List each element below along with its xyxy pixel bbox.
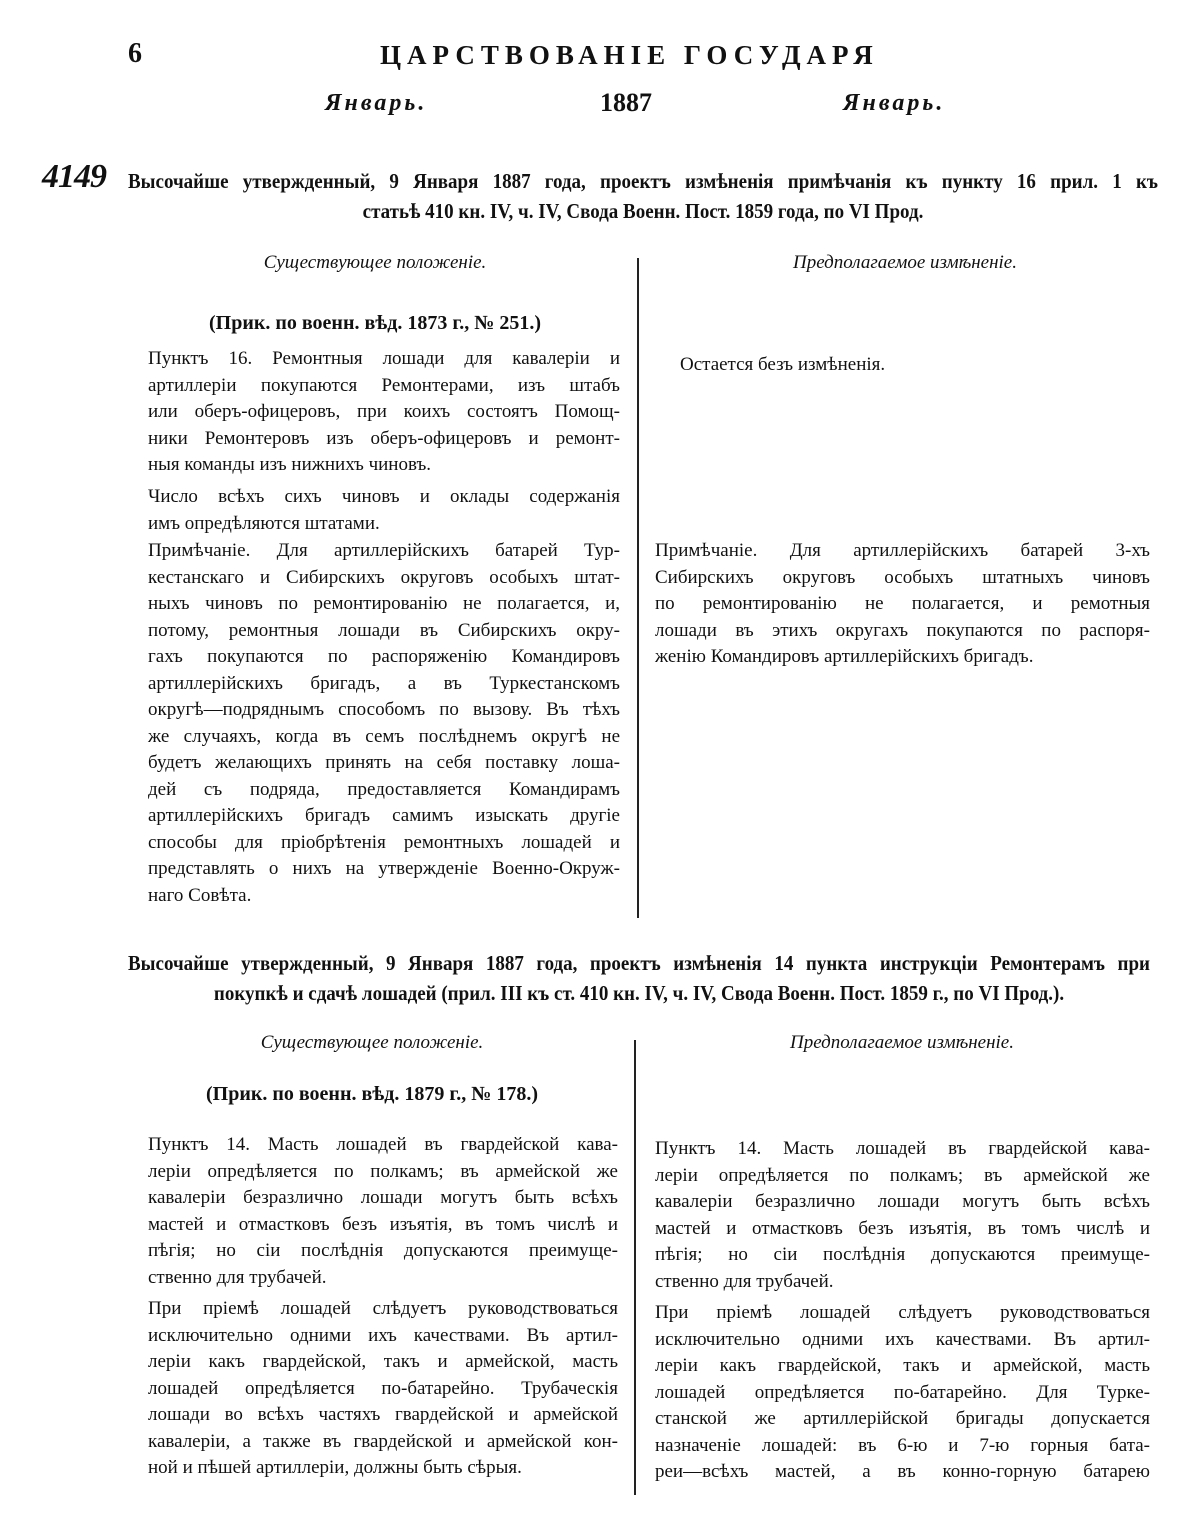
text-line: кестанскаго и Сибирскихъ округовъ особыхъ штат- (148, 566, 620, 588)
section1-left-heading: Существующее положеніе. (263, 252, 487, 273)
text-line: по ремонтированію не полагается, и ремотныя (655, 593, 1150, 614)
text-line: леріи какъ гвардейской, такъ и армейской, масть (148, 1351, 618, 1372)
text-line: гахъ покупаются по распоряженію Командировъ (148, 646, 620, 667)
section2-title-line: покупкѣ и сдачѣ лошадей (прил. III къ ст. 410 кн. IV, ч. IV, Свода Военн. Пост. 1859 г., по VI Прод.). (213, 982, 1065, 1006)
text-line: лошади въ этихъ округахъ покупаются по распоря- (655, 619, 1150, 641)
section2-left-para (148, 1132, 618, 1291)
text-line: потому, ремонтныя лошади въ Сибирскихъ окру- (148, 619, 620, 641)
text-line: представлять о нихъ на утвержденіе Военно-Окруж- (148, 858, 620, 879)
section1-left-para (148, 346, 620, 479)
text-line: дей съ подряда, предоставляется Командирамъ (148, 778, 620, 800)
text-line: ственно для трубачей. (148, 1266, 327, 1288)
text-line: назначеніе лошадей: въ 6-ю и 7-ю горныя бата- (655, 1434, 1150, 1456)
section1-left-para (148, 484, 620, 537)
text-line: ники Ремонтеровъ изъ оберъ-офицеровъ и ремонт- (148, 427, 620, 449)
text-line: или оберъ-офицеровъ, при коихъ состоятъ Помощ- (148, 401, 620, 422)
text-line: способы для пріобрѣтенія ремонтныхъ лошадей и (148, 831, 620, 853)
text-line: При пріемѣ лошадей слѣдуетъ руководствоваться (148, 1298, 618, 1319)
text-line: Примѣчаніе. Для артиллерійскихъ батарей 3-хъ (655, 540, 1150, 561)
text-line: Число всѣхъ сихъ чиновъ и оклады содержанія (148, 486, 620, 507)
month-right: Январь. (843, 90, 946, 116)
text-line: леріи опредѣляется по полкамъ; въ армейской же (655, 1164, 1150, 1186)
text-line: ныя команды изъ нижнихъ чиновъ. (148, 454, 432, 475)
text-line: кавалеріи безразлично лошади могутъ быть всѣхъ (655, 1191, 1150, 1212)
text-line: ныхъ чиновъ по ремонтированію не полагается, и, (148, 593, 620, 614)
text-line: Пунктъ 14. Масть лошадей въ гвардейской кава- (148, 1134, 618, 1155)
section2-right-para (655, 1136, 1150, 1295)
page-number: 6 (128, 38, 142, 69)
text-line: ной и пѣшей артиллеріи, должны быть сѣрыя. (148, 1457, 522, 1478)
text-line: лошадей опредѣляется по-батарейно. Для Турке- (655, 1381, 1150, 1403)
text-line: леріи опредѣляется по полкамъ; въ армейской же (148, 1160, 618, 1182)
text-line: артиллеріи покупаются Ремонтерами, изъ штабъ (148, 374, 620, 396)
text-line: мастей и отмастковъ безъ изъятія, въ томъ числѣ и (148, 1213, 618, 1235)
section2-right-heading: Предполагаемое измѣненіе. (789, 1032, 1014, 1053)
text-line: кавалеріи, а также въ гвардейской и армейской кон- (148, 1430, 618, 1452)
text-line: Пунктъ 14. Масть лошадей въ гвардейской кава- (655, 1138, 1150, 1159)
section1-right-note (655, 538, 1150, 671)
text-line: Сибирскихъ округовъ особыхъ штатныхъ чиновъ (655, 566, 1150, 588)
text-line: пѣгія; но сіи послѣднія допускаются преимуще- (655, 1244, 1150, 1265)
text-line: женію Командировъ артиллерійскихъ бригадъ. (655, 646, 1034, 667)
text-line: Примѣчаніе. Для артиллерійскихъ батарей Тур- (148, 540, 620, 561)
section2-right-para (655, 1300, 1150, 1486)
year: 1887 (600, 88, 652, 117)
text-line: При пріемѣ лошадей слѣдуетъ руководствоваться (655, 1302, 1150, 1323)
text-line: лошади во всѣхъ частяхъ гвардейской и армейской (148, 1404, 618, 1425)
text-line: ственно для трубачей. (655, 1270, 834, 1292)
text-line: леріи какъ гвардейской, такъ и армейской, масть (655, 1355, 1150, 1376)
text-line: станской же артиллерійской бригады допускается (655, 1408, 1150, 1429)
section1-left-note (148, 538, 620, 909)
section1-right-heading: Предполагаемое измѣненіе. (792, 252, 1017, 273)
section2-left-para (148, 1296, 618, 1482)
text-line: артиллерійскихъ бригадъ, а въ Туркестанскомъ (148, 672, 620, 694)
section2-left-heading: Существующее положеніе. (260, 1032, 484, 1053)
section2-reference: (Прик. по военн. вѣд. 1879 г., № 178.) (205, 1083, 538, 1105)
text-line: же случаяхъ, когда въ семъ послѣднемъ округѣ не (148, 725, 620, 747)
text-line: кавалеріи безразлично лошади могутъ быть всѣхъ (148, 1187, 618, 1208)
text-line: исключительно одними ихъ качествами. Въ артил- (148, 1324, 618, 1346)
section1-title (128, 167, 1158, 226)
document-number: 4149 (42, 158, 106, 195)
text-line: артиллерійскихъ бригадъ самимъ изыскать другіе (148, 805, 620, 826)
text-line: лошадей опредѣляется по-батарейно. Трубаческія (148, 1377, 618, 1399)
section2-title-line: Высочайше утвержденный, 9 Января 1887 года, проектъ измѣненія 14 пункта инструкціи Ремонтерамъ при (128, 952, 1150, 976)
text-line: будетъ желающихъ принять на себя поставку лоша- (148, 752, 620, 773)
text-line: Пунктъ 16. Ремонтныя лошади для кавалеріи и (148, 348, 620, 369)
section1-right-para (680, 352, 1150, 379)
text-line: реи—всѣхъ мастей, а въ конно-горную батарею (655, 1461, 1150, 1482)
running-title: ЦАРСТВОВАНІЕ ГОСУДАРЯ (380, 40, 879, 70)
text-line: мастей и отмастковъ безъ изъятія, въ томъ числѣ и (655, 1217, 1150, 1239)
text-line: округѣ—подряднымъ способомъ по вызову. Въ тѣхъ (148, 699, 620, 720)
text-line: Остается безъ измѣненія. (680, 354, 886, 375)
column-divider (634, 1040, 636, 1495)
column-divider (637, 258, 639, 918)
text-line: имъ опредѣляются штатами. (148, 512, 380, 534)
text-line: пѣгія; но сіи послѣднія допускаются преимуще- (148, 1240, 618, 1261)
section1-title-line: Высочайше утвержденный, 9 Января 1887 года, проектъ измѣненія примѣчанія къ пункту 16 прил. 1 къ (128, 170, 1158, 194)
section1-reference: (Прик. по военн. вѣд. 1873 г., № 251.) (208, 312, 541, 334)
section2-title (128, 949, 1150, 1008)
month-left: Январь. (325, 90, 428, 116)
section1-title-line: статьѣ 410 кн. IV, ч. IV, Свода Военн. Пост. 1859 года, по VI Прод. (362, 200, 924, 224)
text-line: наго Совѣта. (148, 884, 252, 906)
text-line: исключительно одними ихъ качествами. Въ артил- (655, 1328, 1150, 1350)
